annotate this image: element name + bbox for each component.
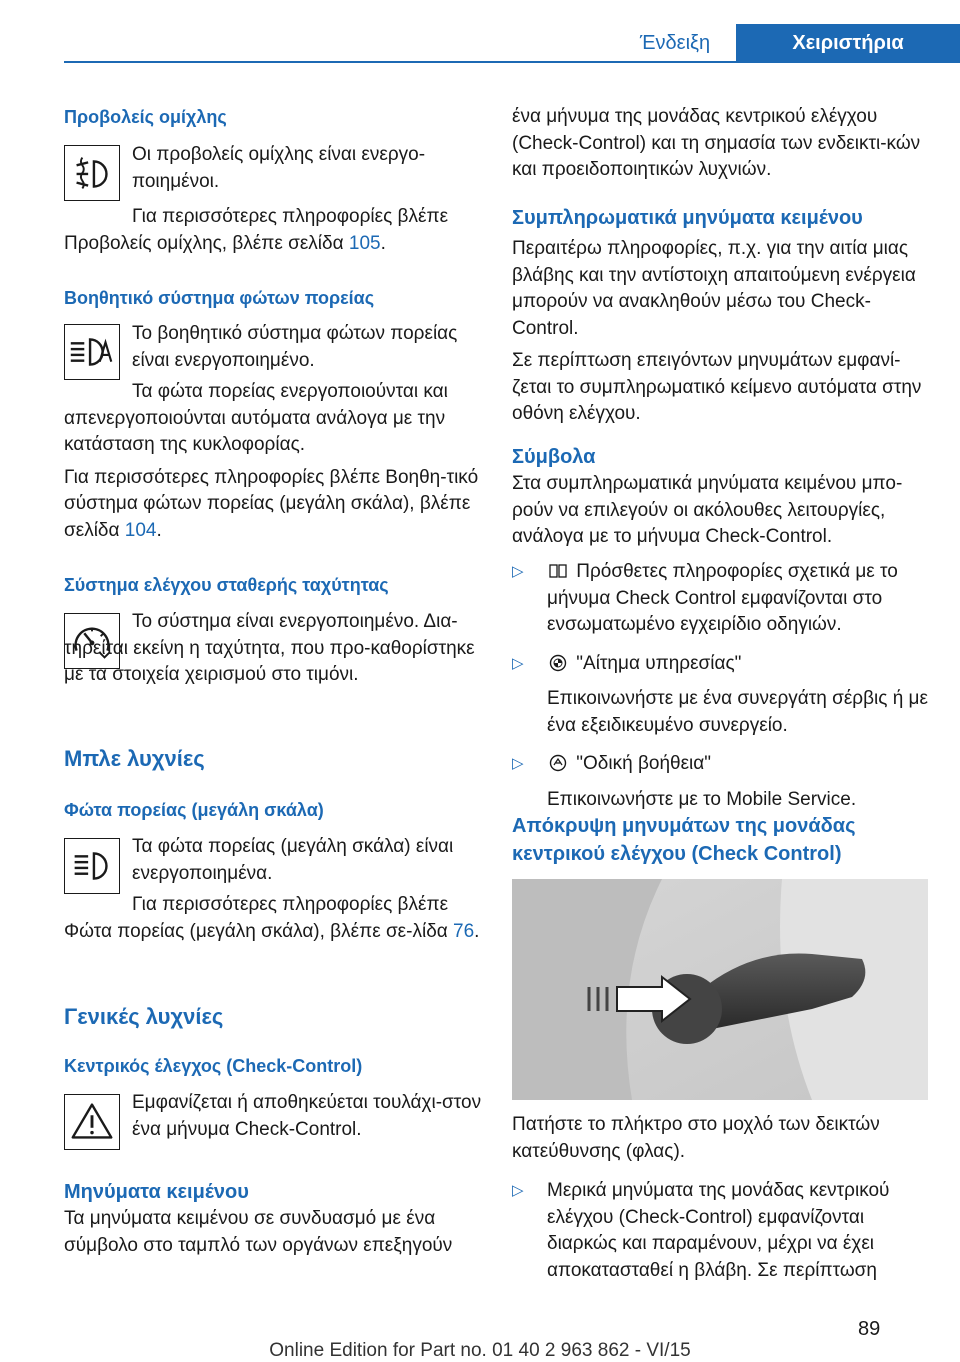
high-beam-line2: Για περισσότερες πληροφορίες βλέπε Φώτα πορείας (μεγάλη σκάλα), βλέπε σε‐λίδα bbox=[64, 894, 454, 942]
hba-line2: Τα φώτα πορείας ενεργοποιούνται και απενεργοποιούνται αυτόματα ανάλογα με την κατάσταση της κυκλοφορίας. bbox=[64, 381, 448, 455]
fog-page-link[interactable]: 105 bbox=[348, 232, 381, 254]
high-beam-line1: Τα φώτα πορείας (μεγάλη σκάλα) είναι ενεργοποιημένα. bbox=[132, 836, 454, 884]
symbols-bullet-2-text: Επικοινωνήστε με ένα συνεργάτη σέρβις ή με ένα εξειδικευμένο συνεργείο. bbox=[547, 688, 928, 736]
general-section-title: Γενικές λυχνίες bbox=[64, 1004, 224, 1029]
high-beam-title: Φώτα πορείας (μεγάλη σκάλα) bbox=[64, 800, 324, 820]
tab-controls[interactable]: Χειριστήρια bbox=[736, 24, 960, 62]
hide-bullet-1-text: Μερικά μηνύματα της μονάδας κεντρικού ελέγχου (Check-Control) εμφανίζονται διαρκώς και παραμένουν, μέχρι να έχει αποκατασταθεί η βλάβη. Σε περίπτωση bbox=[547, 1180, 890, 1281]
high-beam-page-link[interactable]: 76 bbox=[453, 920, 475, 942]
page-number: 89 bbox=[858, 1318, 881, 1340]
bullet-triangle-icon: ▷ bbox=[512, 654, 524, 672]
bullet-triangle-icon: ▷ bbox=[512, 755, 524, 772]
turn-signal-stalk-image bbox=[512, 879, 928, 1100]
supplementary-p2: Σε περίπτωση επειγόντων μηνυμάτων εμφανί‐ζεται το συμπληρωματικό κείμενο αυτόματα στην οθόνη ελέγχου. bbox=[512, 350, 922, 424]
intro-paragraph: ένα μήνυμα της μονάδας κεντρικού ελέγχου (Check-Control) και τη σημασία των ενδεικτι‐κών και προειδοποιητικών λυχνιών. bbox=[512, 106, 921, 180]
fog-title: Προβολείς ομίχλης bbox=[64, 107, 227, 127]
check-control-title: Κεντρικός έλεγχος (Check-Control) bbox=[64, 1056, 363, 1076]
high-beam-icon bbox=[64, 838, 120, 894]
hba-end: . bbox=[156, 519, 162, 541]
fog-line2: Για περισσότερες πληροφορίες βλέπε Προβολείς ομίχλης, βλέπε σελίδα bbox=[64, 206, 449, 254]
symbols-title: Σύμβολα bbox=[512, 446, 596, 468]
roadside-assistance-icon bbox=[549, 754, 567, 772]
cruise-title: Σύστημα ελέγχου σταθερής ταχύτητας bbox=[64, 575, 389, 595]
check-control-line1: Εμφανίζεται ή αποθηκεύεται τουλάχι‐στον ένα μήνυμα Check-Control. bbox=[132, 1092, 482, 1140]
symbols-bullet-1 bbox=[512, 559, 928, 639]
photo-caption: Πατήστε το πλήκτρο στο μοχλό των δεικτών κατεύθυνσης (φλας). bbox=[512, 1114, 880, 1162]
warning-triangle-icon bbox=[64, 1094, 120, 1150]
tab-index[interactable]: Ένδειξη bbox=[639, 32, 711, 54]
text-messages-line1: Τα μηνύματα κειμένου σε συνδυασμό με ένα σύμβολο στο ταμπλό των οργάνων επεξηγούν bbox=[64, 1208, 453, 1256]
symbols-bullet-1-text: Πρόσθετες πληροφορίες σχετικά με το μήνυμα Check Control εμφανίζονται στο ενσωματωμένο εγχειρίδιο οδηγιών. bbox=[547, 561, 898, 635]
hide-messages-title: Απόκρυψη μηνυμάτων της μονάδας κεντρικού ελέγχου (Check Control) bbox=[512, 815, 856, 865]
supplementary-title: Συμπληρωματικά μηνύματα κειμένου bbox=[512, 207, 863, 229]
hide-bullet-1 bbox=[512, 1178, 928, 1284]
symbols-bullet-2 bbox=[512, 651, 928, 740]
manual-book-icon bbox=[549, 562, 567, 580]
fog-line1: Οι προβολείς ομίχλης είναι ενεργο‐ποιημένοι. bbox=[132, 144, 426, 192]
hba-page-link[interactable]: 104 bbox=[124, 519, 157, 541]
bullet-triangle-icon: ▷ bbox=[512, 1182, 524, 1199]
bullet-triangle-icon: ▷ bbox=[512, 563, 524, 580]
high-beam-end: . bbox=[474, 920, 480, 942]
hba-line3: Για περισσότερες πληροφορίες βλέπε Βοηθη‐τικό σύστημα φώτων πορείας (μεγάλη σκάλα), βλέπε σελίδα bbox=[64, 466, 479, 541]
footer-edition: Online Edition for Part no. 01 40 2 963 862 - VI/15 bbox=[269, 1340, 691, 1361]
symbols-bullet-3-title: "Οδική βοήθεια" bbox=[576, 753, 711, 774]
blue-section-title: Μπλε λυχνίες bbox=[64, 746, 205, 771]
text-messages-title: Μηνύματα κειμένου bbox=[64, 1181, 249, 1203]
hba-title: Βοηθητικό σύστημα φώτων πορείας bbox=[64, 288, 375, 308]
symbols-bullet-3-text: Επικοινωνήστε με το Mobile Service. bbox=[547, 788, 857, 810]
symbols-bullet-3 bbox=[512, 751, 928, 813]
hba-line1: Το βοηθητικό σύστημα φώτων πορείας είναι ενεργοποιημένο. bbox=[132, 323, 458, 371]
header-rule bbox=[64, 61, 960, 63]
symbols-p1: Στα συμπληρωματικά μηνύματα κειμένου μπο‐ρούν να επιλεγούν οι ακόλουθες λειτουργίες, ανάλογα με το μήνυμα Check-Control. bbox=[512, 473, 903, 547]
symbols-bullet-2-title: "Αίτημα υπηρεσίας" bbox=[576, 652, 742, 674]
fog-light-icon bbox=[64, 145, 120, 201]
fog-section bbox=[64, 104, 484, 130]
high-beam-assist-icon bbox=[64, 324, 120, 380]
bmw-service-icon bbox=[549, 654, 567, 672]
cruise-line1: Το σύστημα είναι ενεργοποιημένο. Δια‐τηρείται εκείνη η ταχύτητα, που προ‐καθορίστηκε με τα στοιχεία χειρισμού στο τιμόνι. bbox=[64, 611, 475, 685]
supplementary-p1: Περαιτέρω πληροφορίες, π.χ. για την αιτία μιας βλάβης και την αντίστοιχη απαιτούμενη ενέργεια μπορούν να ανακληθούν μέσω του Check-Control. bbox=[512, 238, 916, 339]
fog-end: . bbox=[380, 232, 386, 254]
